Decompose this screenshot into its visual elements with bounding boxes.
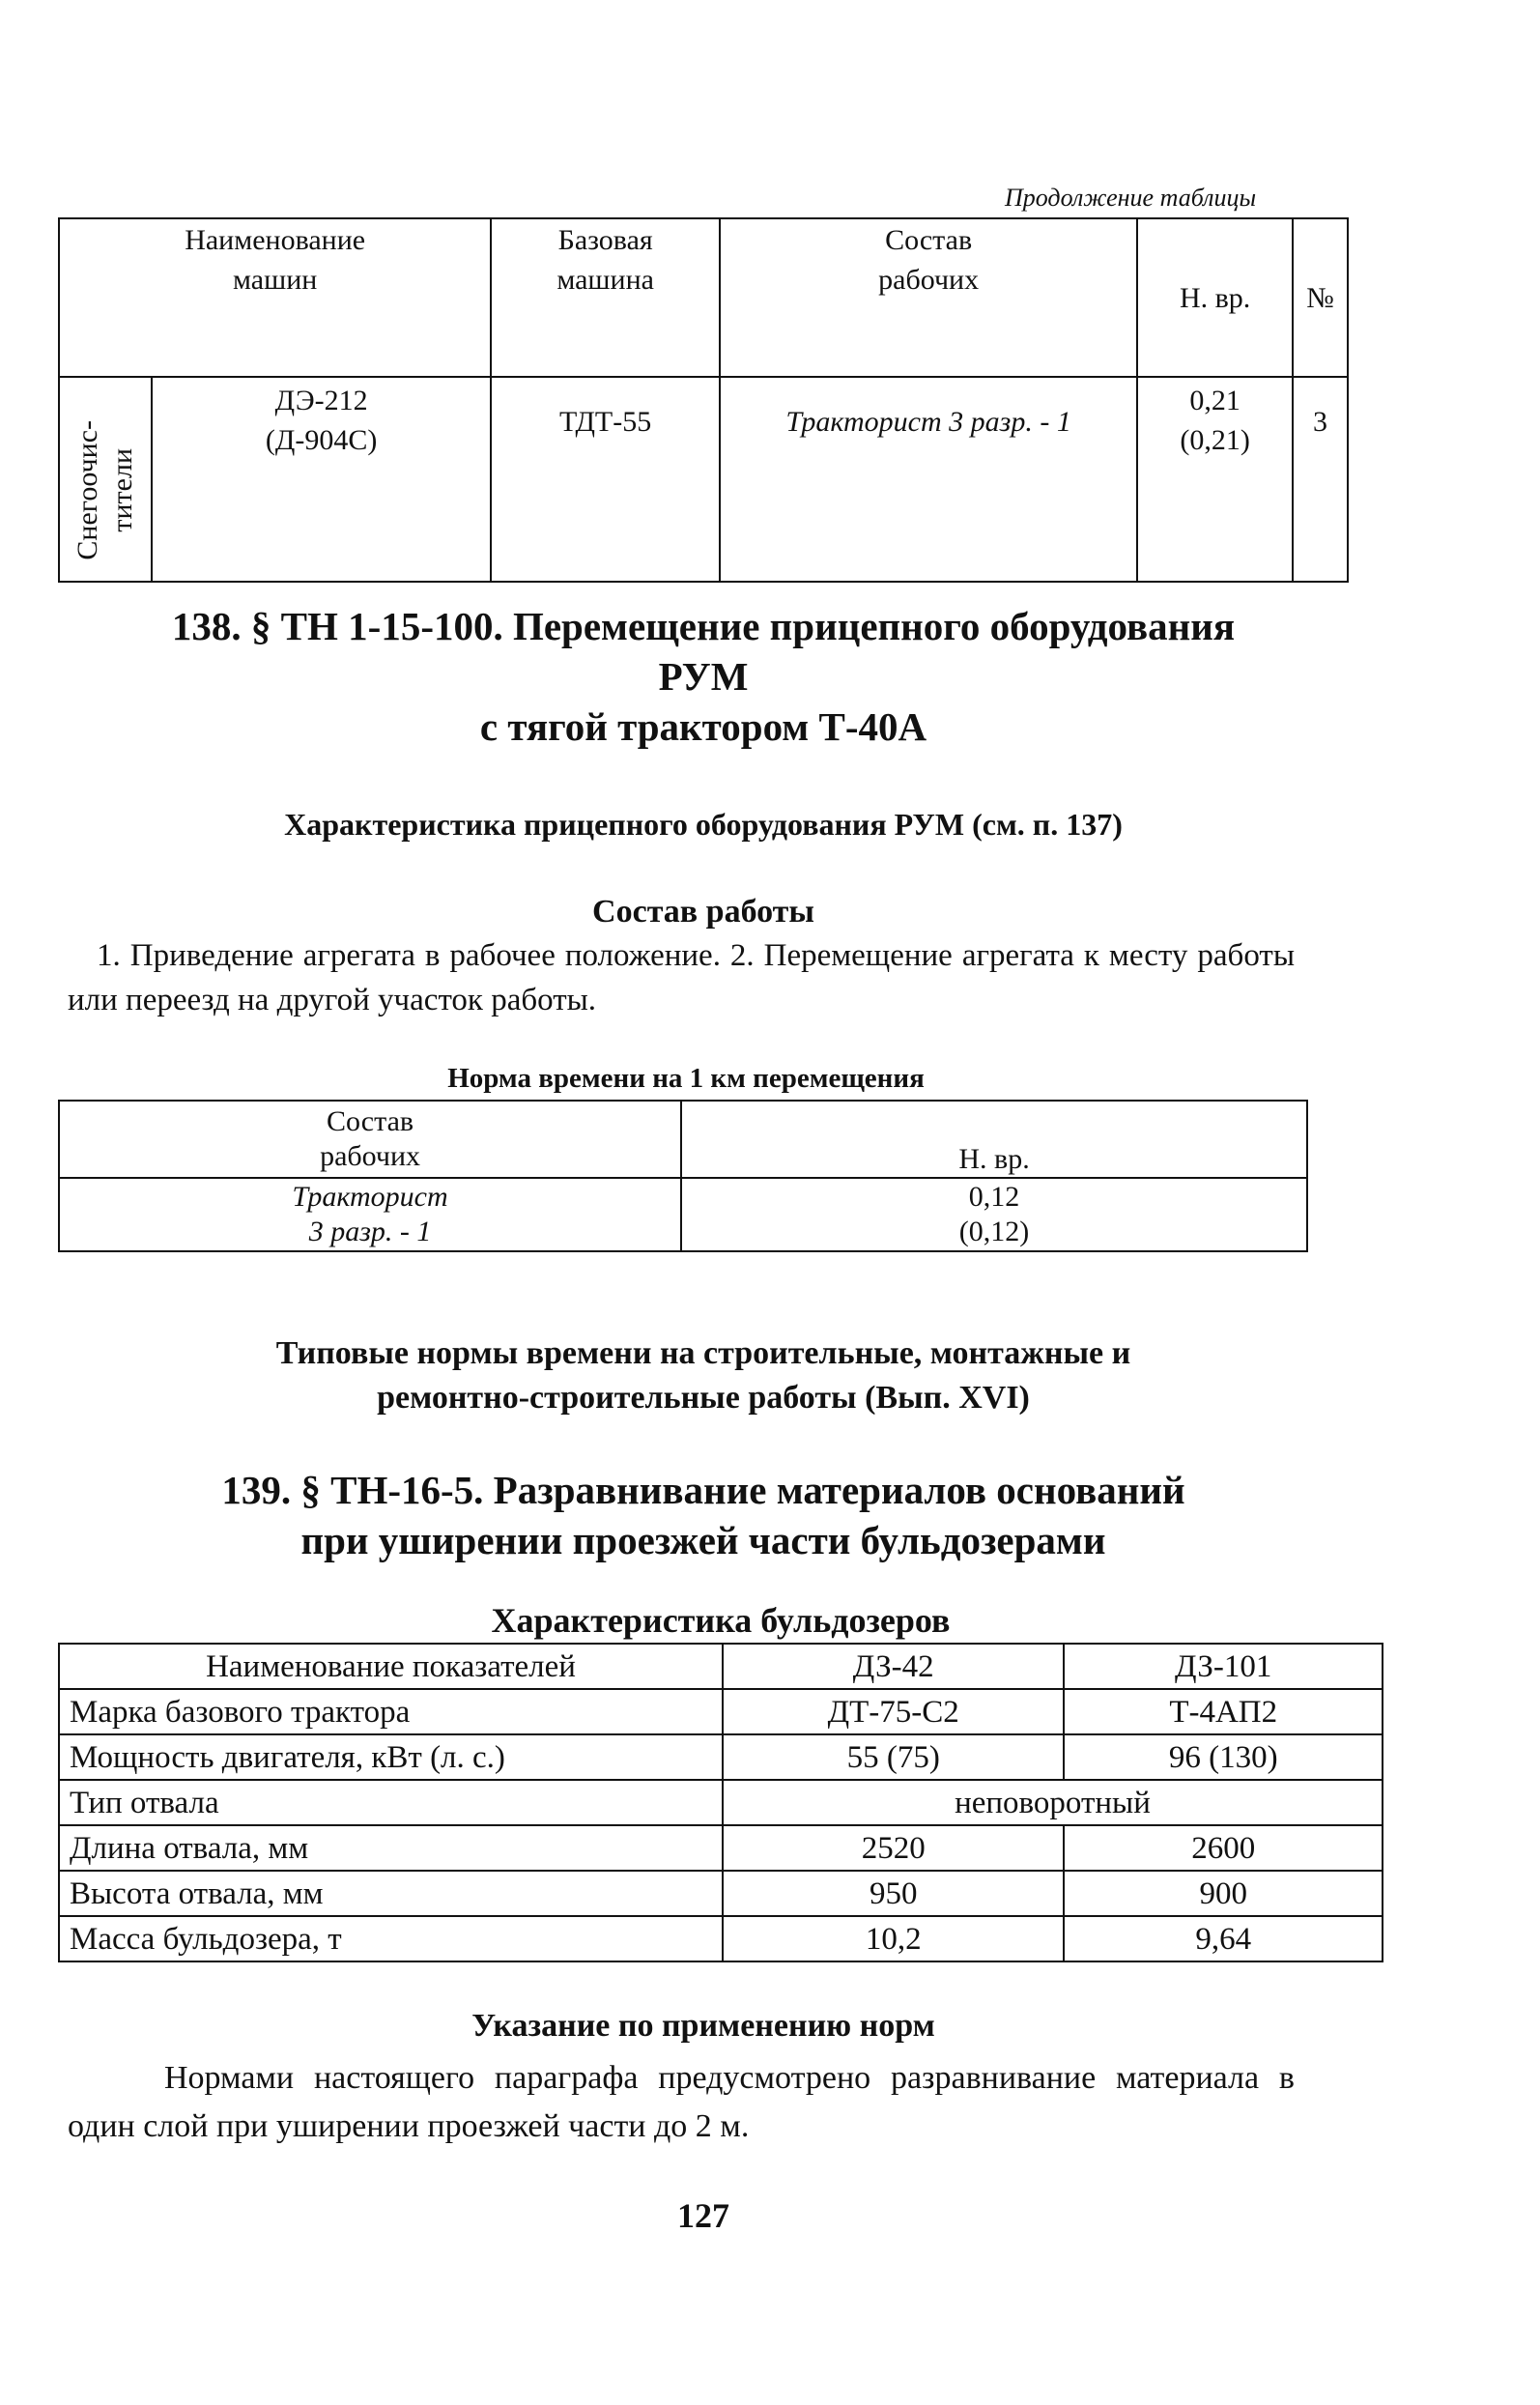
section-138-subtitle: Характеристика прицепного оборудования РУМ (см. п. 137): [284, 807, 1123, 842]
value-dz42: 10,2: [723, 1916, 1064, 1961]
value-dz42: ДТ-75-С2: [723, 1689, 1064, 1734]
header-norm: Н. вр.: [681, 1101, 1307, 1178]
section-139-title: 139. § ТН-16-5. Разравнивание материалов оснований при уширении проезжей части бульдозерами: [221, 1468, 1185, 1562]
value-dz42: 950: [723, 1871, 1064, 1916]
norm: 0,12 (0,12): [681, 1178, 1307, 1251]
norm-caption: Норма времени на 1 км перемещения: [447, 1063, 925, 1094]
bulldozer-characteristics-caption: Характеристика бульдозеров: [491, 1601, 951, 1640]
work-composition-text: 1. Приведение агрегата в рабочее положение. 2. Перемещение агрегата к месту работы или переезд на другой участок работы.: [68, 938, 1295, 1017]
table-row: [59, 1689, 1383, 1734]
table-row: [59, 1916, 1383, 1961]
row-label: Марка базового трактора: [59, 1689, 723, 1734]
header-norm: Н. вр.: [1137, 218, 1293, 377]
machines-table-header: [59, 218, 1348, 377]
header-dz42: ДЗ-42: [723, 1644, 1064, 1689]
machine-name: ДЭ-212 (Д-904С): [152, 377, 491, 582]
value-dz101: 900: [1064, 1871, 1383, 1916]
header-crew: Состав рабочих: [59, 1101, 681, 1178]
row-label: Мощность двигателя, кВт (л. с.): [59, 1734, 723, 1780]
norm-table-header: [59, 1101, 1307, 1178]
norm: 0,21 (0,21): [1137, 377, 1293, 582]
header-number: №: [1293, 218, 1348, 377]
crew: Тракторист 3 разр. - 1: [720, 377, 1137, 582]
value-dz42: 55 (75): [723, 1734, 1064, 1780]
value-dz101: 9,64: [1064, 1916, 1383, 1961]
instructions-text: Нормами настоящего параграфа предусмотрено разравнивание материала в один слой при уширении проезжей части до 2 м.: [68, 2060, 1295, 2144]
base-machine: ТДТ-55: [491, 377, 720, 582]
table-row: [59, 1178, 1307, 1251]
row-label: Высота отвала, мм: [59, 1871, 723, 1916]
crew: Тракторист 3 разр. - 1: [59, 1178, 681, 1251]
table-row: [59, 1871, 1383, 1916]
table-row: [59, 1734, 1383, 1780]
header-indicator: Наименование показателей: [59, 1644, 723, 1689]
number: 3: [1293, 377, 1348, 582]
value-dz101: 96 (130): [1064, 1734, 1383, 1780]
instructions-heading: Указание по применению норм: [471, 2008, 935, 2044]
header-dz101: ДЗ-101: [1064, 1644, 1383, 1689]
header-crew: Состав рабочих: [720, 218, 1137, 377]
group-label: Снегоочис- тители: [59, 377, 152, 582]
header-machine-name: Наименование машин: [59, 218, 491, 377]
row-label: Тип отвала: [59, 1780, 723, 1825]
bulldozer-table-header: [59, 1644, 1383, 1689]
value-dz101: 2600: [1064, 1825, 1383, 1871]
row-label: Масса бульдозера, т: [59, 1916, 723, 1961]
typical-norms-heading: Типовые нормы времени на строительные, монтажные и ремонтно-строительные работы (Вып. XVI): [275, 1335, 1131, 1416]
header-base-machine: Базовая машина: [491, 218, 720, 377]
table-row: [59, 1780, 1383, 1825]
value-dz42: 2520: [723, 1825, 1064, 1871]
norm-table: [58, 1100, 1308, 1252]
table-row: [59, 377, 1348, 582]
value-merged: неповоротный: [723, 1780, 1383, 1825]
table-row: [59, 1825, 1383, 1871]
table-continuation-note: Продолжение таблицы: [1005, 184, 1257, 212]
work-composition-heading: Состав работы: [592, 894, 814, 930]
machines-table: [58, 217, 1349, 583]
bulldozer-table: [58, 1643, 1383, 1962]
section-138-title: 138. § ТН 1-15-100. Перемещение прицепного оборудования РУМ с тягой трактором Т-40А: [171, 604, 1236, 749]
value-dz101: Т-4АП2: [1064, 1689, 1383, 1734]
page-number: 127: [677, 2196, 729, 2235]
row-label: Длина отвала, мм: [59, 1825, 723, 1871]
